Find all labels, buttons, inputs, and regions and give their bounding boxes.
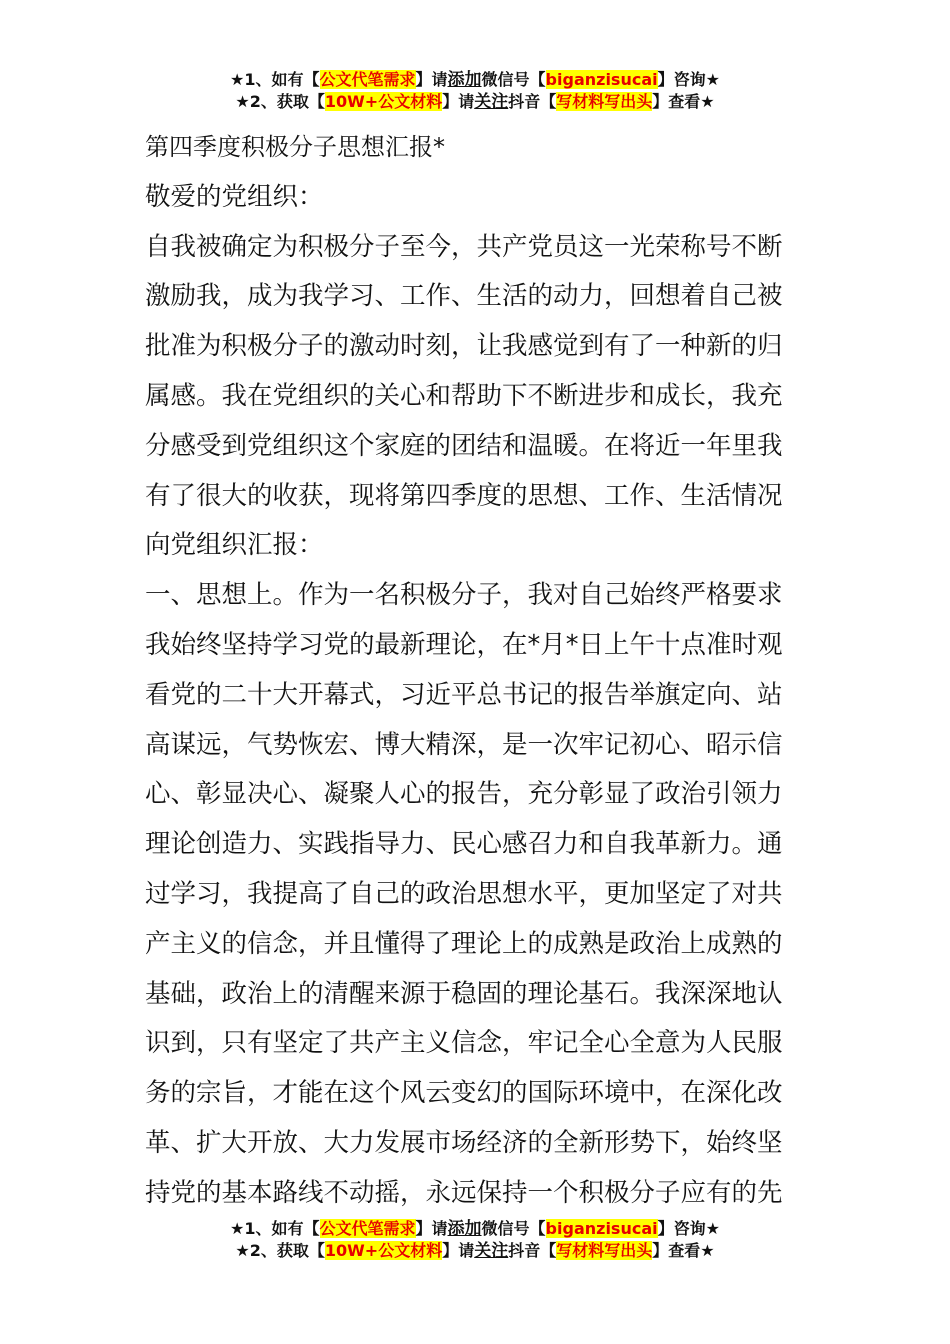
banner-highlight: 写材料写出头 — [556, 1241, 653, 1260]
paragraph-line: 看党的二十大开幕式，习近平总书记的报告举旗定向、站 — [145, 679, 783, 710]
salutation: 敬爱的党组织： — [145, 181, 324, 212]
banner-line-1 — [0, 69, 950, 91]
section-heading-line: 一、思想上。作为一名积极分子，我对自己始终严格要求 — [145, 580, 783, 611]
paragraph-line: 高谋远，气势恢宏、博大精深，是一次牢记初心、昭示信 — [145, 729, 783, 760]
paragraph-line: 心、彰显决心、凝聚人心的报告，充分彰显了政治引领力 — [145, 779, 783, 810]
banner-text: 】请 — [415, 1219, 448, 1238]
paragraph-line: 属感。我在党组织的关心和帮助下不断进步和成长，我充 — [145, 380, 783, 411]
banner-text: ★1、如有【 — [230, 70, 320, 89]
document-body — [145, 123, 817, 1219]
banner-emphasis: 关注 — [474, 92, 509, 112]
banner-emphasis: 关注 — [474, 1241, 509, 1261]
paragraph-line: 识到，只有坚定了共产主义信念，牢记全心全意为人民服 — [145, 1028, 783, 1059]
paragraph-line: 我始终坚持学习党的最新理论，在*月*日上午十点准时观 — [145, 629, 783, 660]
banner-text: 】请 — [442, 92, 475, 111]
paragraph-line: 批准为积极分子的激动时刻，让我感觉到有了一种新的归 — [145, 331, 783, 362]
banner-text: 微信号【 — [481, 1219, 546, 1238]
paragraph-line: 激励我，成为我学习、工作、生活的动力，回想着自己被 — [145, 281, 783, 312]
banner-text: 】请 — [442, 1241, 475, 1260]
banner-text: 】查看★ — [652, 92, 715, 111]
banner-highlight: biganzisucai — [545, 1219, 658, 1238]
banner-line-2 — [0, 91, 950, 113]
paragraph-line: 过学习，我提高了自己的政治思想水平，更加坚定了对共 — [145, 878, 783, 909]
banner-text: 微信号【 — [481, 70, 546, 89]
banner-text: 抖音【 — [508, 92, 557, 111]
paragraph-line: 务的宗旨，才能在这个风云变幻的国际环境中，在深化改 — [145, 1078, 783, 1109]
paragraph-line: 革、扩大开放、大力发展市场经济的全新形势下，始终坚 — [145, 1127, 783, 1158]
banner-highlight: biganzisucai — [545, 70, 658, 89]
paragraph-line: 向党组织汇报： — [145, 530, 324, 561]
banner-emphasis: 添加 — [447, 1219, 482, 1239]
banner-highlight: 10W+公文材料 — [324, 1241, 443, 1260]
banner-text: 】请 — [415, 70, 448, 89]
footer-banner — [0, 1218, 950, 1262]
banner-text: 】咨询★ — [657, 70, 720, 89]
banner-highlight: 10W+公文材料 — [324, 92, 443, 111]
paragraph-line: 基础，政治上的清醒来源于稳固的理论基石。我深深地认 — [145, 978, 783, 1009]
banner-text: 】查看★ — [652, 1241, 715, 1260]
banner-line-1 — [0, 1218, 950, 1240]
paragraph-line: 产主义的信念，并且懂得了理论上的成熟是政治上成熟的 — [145, 928, 783, 959]
banner-line-2 — [0, 1240, 950, 1262]
banner-highlight: 公文代笔需求 — [319, 1219, 416, 1238]
banner-text: ★1、如有【 — [230, 1219, 320, 1238]
document-title: 第四季度积极分子思想汇报* — [145, 133, 445, 161]
banner-text: ★2、获取【 — [235, 92, 325, 111]
paragraph-line: 分感受到党组织这个家庭的团结和温暖。在将近一年里我 — [145, 430, 783, 461]
paragraph-line: 理论创造力、实践指导力、民心感召力和自我革新力。通 — [145, 829, 783, 860]
banner-emphasis: 添加 — [447, 70, 482, 90]
banner-text: 抖音【 — [508, 1241, 557, 1260]
banner-highlight: 写材料写出头 — [556, 92, 653, 111]
banner-highlight: 公文代笔需求 — [319, 70, 416, 89]
header-banner — [0, 69, 950, 113]
paragraph-line: 有了很大的收获，现将第四季度的思想、工作、生活情况 — [145, 480, 783, 511]
banner-text: 】咨询★ — [657, 1219, 720, 1238]
paragraph-line: 自我被确定为积极分子至今，共产党员这一光荣称号不断 — [145, 231, 783, 262]
banner-text: ★2、获取【 — [235, 1241, 325, 1260]
paragraph-line: 持党的基本路线不动摇，永远保持一个积极分子应有的先 — [145, 1177, 783, 1208]
